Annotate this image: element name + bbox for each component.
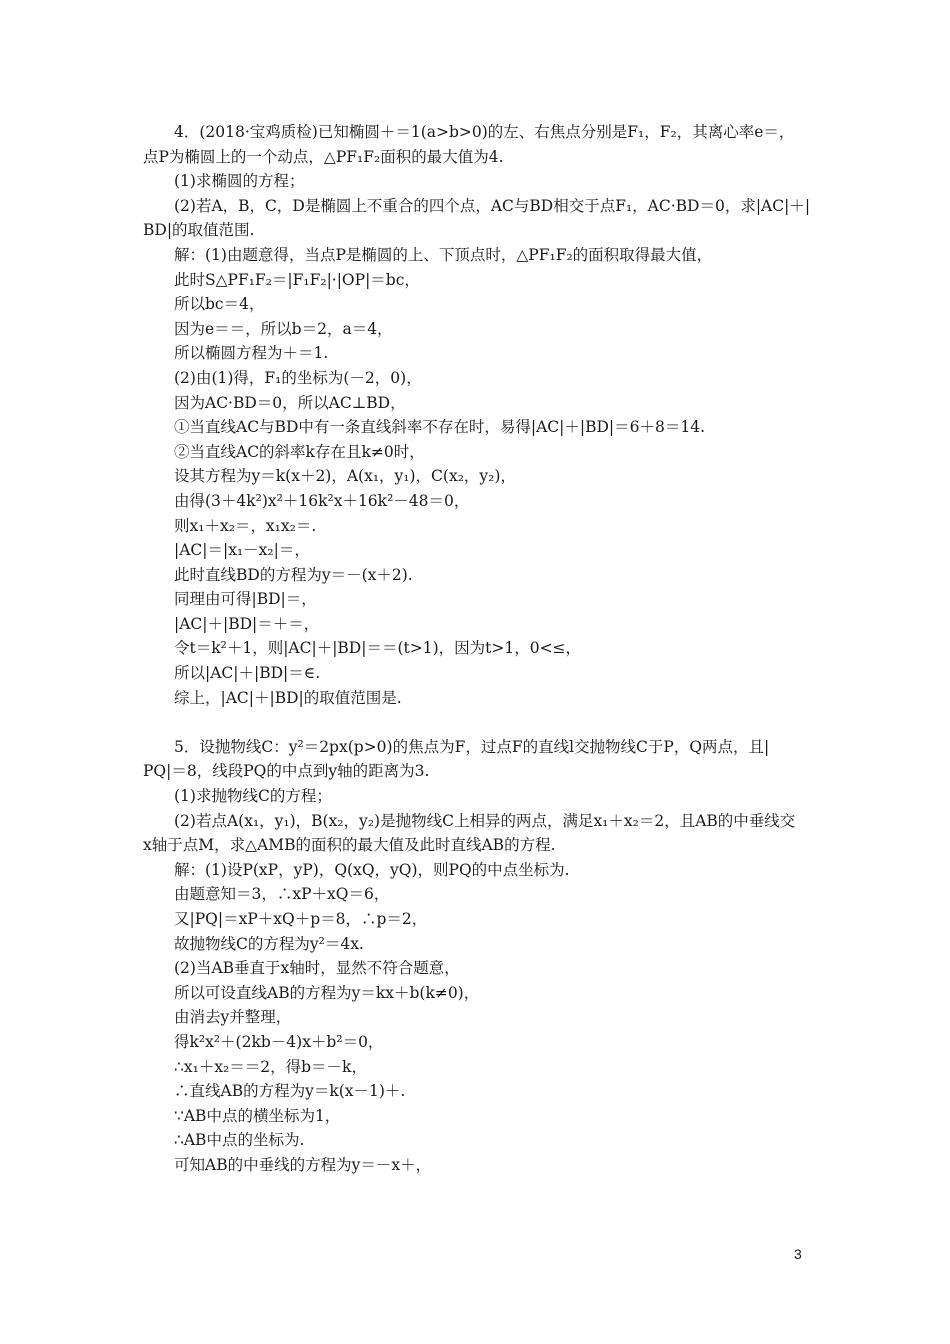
problem-4-statement-line: BD|的取值范围. (143, 221, 255, 240)
solution-line: ∴x₁＋x₂＝＝2，得b＝－k， (174, 1057, 367, 1076)
solution-line: ①当直线AC与BD中有一条直线斜率不存在时，易得|AC|＋|BD|＝6＋8＝14. (174, 418, 706, 437)
paragraph-gap (143, 710, 815, 735)
problem-5 (143, 735, 815, 1178)
solution-line: 所以可设直线AB的方程为y＝kx＋b(k≠0)， (174, 983, 480, 1002)
solution-line: 得k²x²＋(2kb－4)x＋b²＝0， (174, 1032, 384, 1051)
solution-line: 此时直线BD的方程为y＝－(x＋2). (174, 565, 413, 584)
solution-line: 故抛物线C的方程为y²＝4x. (174, 934, 364, 953)
problem-4 (143, 120, 815, 710)
solution-line: (2)当AB垂直于x轴时，显然不符合题意， (174, 959, 460, 978)
problem-4-statement-line: 4．(2018·宝鸡质检)已知椭圆＋＝1(a>b>0)的左、右焦点分别是F₁，F₂，其离心率e＝， (174, 123, 795, 141)
solution-line: ②当直线AC的斜率k存在且k≠0时， (174, 442, 425, 461)
solution-line: 所以bc＝4， (174, 295, 265, 314)
problem-4-statement-line: 点P为椭圆上的一个动点，△PF₁F₂面积的最大值为4. (143, 147, 504, 166)
solution-line: |AC|＝|x₁－x₂|＝， (174, 541, 310, 560)
solution-line: 又|PQ|＝xP＋xQ＋p＝8，∴p＝2， (174, 910, 428, 928)
solution-line: ∴AB中点的坐标为. (174, 1131, 305, 1150)
problem-5-part-2: (2)若点A(x₁，y₁)，B(x₂，y₂)是抛物线C上相异的两点，满足x₁＋x₂＝2，且AB的中垂线交 (174, 811, 796, 830)
solution-line: 因为e＝＝，所以b＝2，a＝4， (174, 319, 393, 338)
solution-line: ∵AB中点的横坐标为1， (174, 1106, 341, 1125)
solution-line: 可知AB的中垂线的方程为y＝－x＋， (174, 1155, 432, 1174)
problem-4-solution (143, 243, 815, 710)
solution-line: 因为AC·BD＝0，所以AC⊥BD， (174, 393, 406, 412)
problem-5-solution (143, 858, 815, 1178)
solution-line: 令t＝k²＋1，则|AC|＋|BD|＝＝(t>1)，因为t>1，0<≤， (174, 639, 582, 658)
solution-line: 则x₁＋x₂＝，x₁x₂＝. (174, 516, 317, 535)
solution-line: 设其方程为y＝k(x＋2)，A(x₁，y₁)，C(x₂，y₂)， (174, 467, 516, 486)
problem-4-part-1: (1)求椭圆的方程； (174, 172, 305, 191)
problem-5-statement-line: 5．设抛物线C：y²＝2px(p>0)的焦点为F，过点F的直线l交抛物线C于P，Q两点，且| (174, 737, 770, 756)
solution-line: |AC|＋|BD|＝＋＝， (174, 614, 320, 633)
solution-line: 由题意知＝3，∴xP＋xQ＝6， (174, 885, 390, 904)
solution-line: 综上，|AC|＋|BD|的取值范围是. (174, 688, 402, 707)
page-number: 3 (794, 1246, 802, 1262)
solution-line: 解：(1)由题意得，当点P是椭圆的上、下顶点时，△PF₁F₂的面积取得最大值， (174, 245, 713, 264)
problem-5-statement-line: PQ|＝8，线段PQ的中点到y轴的距离为3. (143, 762, 430, 781)
solution-line: (2)由(1)得，F₁的坐标为(－2，0)， (174, 368, 422, 387)
problem-5-statement-line: x轴于点M，求△AMB的面积的最大值及此时直线AB的方程. (143, 836, 556, 855)
solution-line: 由得(3＋4k²)x²＋16k²x＋16k²－48＝0， (174, 491, 470, 510)
solution-line: 同理由可得|BD|＝， (174, 590, 317, 609)
solution-line: 所以|AC|＋|BD|＝∈. (174, 664, 321, 683)
solution-line: 解：(1)设P(xP，yP)，Q(xQ，yQ)，则PQ的中点坐标为. (174, 860, 570, 879)
solution-line: 所以椭圆方程为＋＝1. (174, 344, 329, 363)
problem-5-part-1: (1)求抛物线C的方程； (174, 787, 332, 806)
problem-4-part-2: (2)若A，B，C，D是椭圆上不重合的四个点，AC与BD相交于点F₁，AC·BD＝0，求|AC|＋| (174, 196, 811, 215)
solution-line: ∴直线AB的方程为y＝k(x－1)＋. (174, 1082, 406, 1101)
solution-line: 此时S△PF₁F₂＝|F₁F₂|·|OP|＝bc， (174, 270, 420, 289)
text-body (143, 120, 815, 1178)
solution-line: 由消去y并整理， (174, 1008, 292, 1027)
